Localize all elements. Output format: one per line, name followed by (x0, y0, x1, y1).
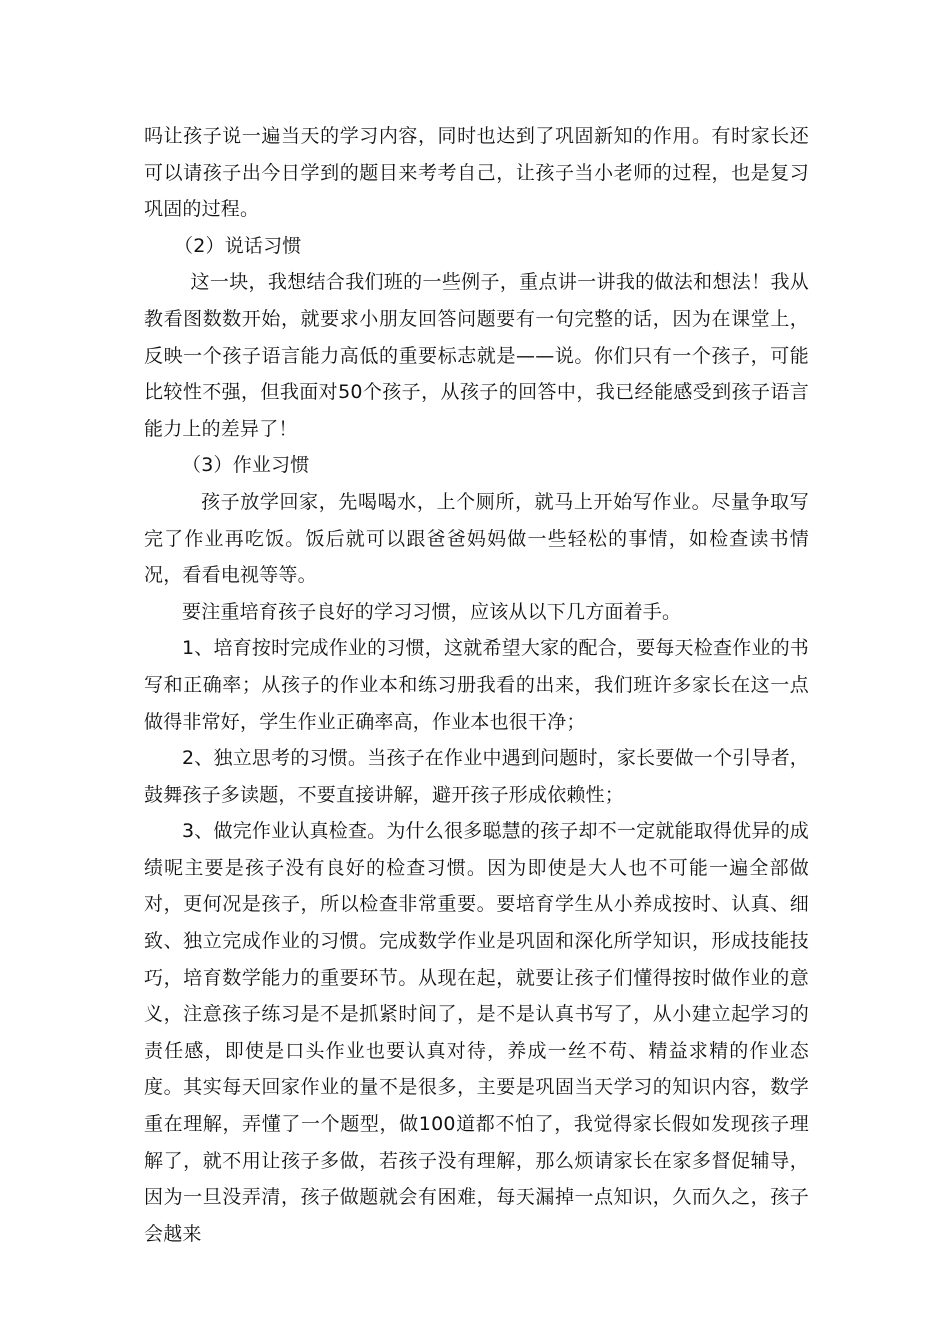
list-item-2: 2、独立思考的习惯。当孩子在作业中遇到问题时，家长要做一个引导者，鼓舞孩子多读题，不要直接讲解，避开孩子形成依赖性； (144, 747, 809, 806)
list-item-1: 1、培育按时完成作业的习惯，这就希望大家的配合，要每天检查作业的书写和正确率；从孩子的作业本和练习册我看的出来，我们班许多家长在这一点做得非常好，学生作业正确率高，作业本也很干净； (144, 637, 809, 733)
section-heading-speaking-habit: （2）说话习惯 (174, 234, 302, 257)
paragraph-intro: 要注重培育孩子良好的学习习惯，应该从以下几方面着手。 (182, 600, 682, 623)
paragraph-continued: 吗让孩子说一遍当天的学习内容，同时也达到了巩固新知的作用。有时家长还可以请孩子出今日学到的题目来考考自己，让孩子当小老师的过程，也是复习巩固的过程。 (144, 125, 809, 221)
section-heading-homework-habit: （3）作业习惯 (182, 454, 310, 477)
list-item-3: 3、做完作业认真检查。为什么很多聪慧的孩子却不一定就能取得优异的成绩呢主要是孩子没有良好的检查习惯。因为即使是大人也不可能一遍全部做对，更何况是孩子，所以检查非常重要。要培育学生从小养成按时、认真、细致、独立完成作业的习惯。完成数学作业是巩固和深化所学知识，形成技能技巧，培育数学能力的重要环节。从现在起，就要让孩子们懂得按时做作业的意义，注意孩子练习是不是抓紧时间了，是不是认真书写了，从小建立起学习的责任感，即使是口头作业也要认真对待，养成一丝不苟、精益求精的作业态度。其实每天回家作业的量不是很多，主要是巩固当天学习的知识内容，数学重在理解，弄懂了一个题型，做100道都不怕了，我觉得家长假如发现孩子理解了，就不用让孩子多做，若孩子没有理解，那么烦请家长在家多督促辅导，因为一旦没弄清，孩子做题就会有困难，每天漏掉一点知识，久而久之，孩子会越来 (144, 820, 809, 1245)
paragraph-speaking-habit: 这一块，我想结合我们班的一些例子，重点讲一讲我的做法和想法！我从教看图数数开始，就要求小朋友回答问题要有一句完整的话，因为在课堂上，反映一个孩子语言能力高低的重要标志就是——说。你们只有一个孩子，可能比较性不强，但我面对50个孩子，从孩子的回答中，我已经能感受到孩子语言能力上的差异了！ (144, 271, 809, 440)
paragraph-homework-habit: 孩子放学回家，先喝喝水，上个厕所，就马上开始写作业。尽量争取写完了作业再吃饭。饭后就可以跟爸爸妈妈做一些轻松的事情，如检查读书情况，看看电视等等。 (144, 490, 809, 587)
document-body (144, 118, 809, 1252)
